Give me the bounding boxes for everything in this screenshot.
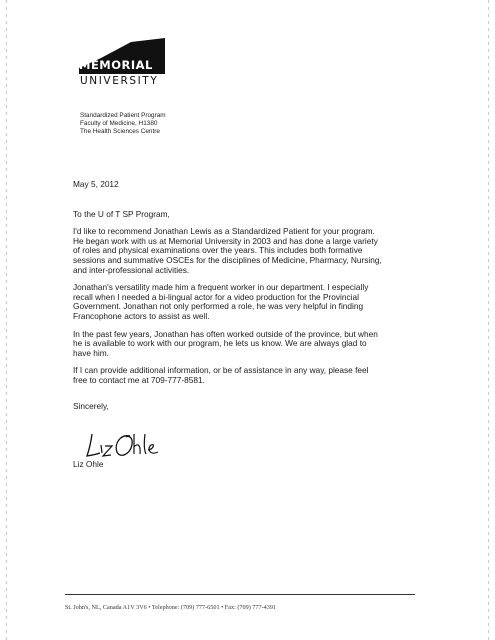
- footer-rule: [65, 594, 415, 595]
- body-line: In the past few years, Jonathan has often worked outside of the province, but when: [73, 328, 378, 339]
- body-line: have him.: [73, 347, 109, 358]
- body-line: If I can provide additional information, or be of assistance in any way, please feel: [73, 365, 369, 376]
- body-line: recall when I needed a bi-lingual actor for a video production for the Provincial: [73, 291, 359, 302]
- body-line: sessions and summative OSCEs for the disciplines of Medicine, Pharmacy, Nursing,: [73, 254, 382, 265]
- department-address: [80, 112, 166, 136]
- body-line: He began work with us at Memorial University in 2003 and has done a large variety: [73, 235, 378, 246]
- body-line: of roles and physical examinations over the years. This includes both formative: [73, 245, 363, 256]
- scan-edge-left: [6, 0, 7, 640]
- body-line: Francophone actors to assist as well.: [73, 310, 210, 321]
- paragraph-contact: [73, 366, 423, 385]
- body-line: Government. Jonathan not only performed a role, he was very helpful in finding: [73, 301, 364, 312]
- footer-address: St. John's, NL, Canada A1V 3V6 • Telephone: (709) 777-6501 • Fax: (709) 777-4391: [65, 604, 277, 611]
- dept-line: The Health Sciences Centre: [80, 128, 160, 135]
- salutation: To the U of T SP Program,: [73, 208, 170, 219]
- body-line: he is available to work with our program, he lets us know. We are always glad to: [73, 338, 367, 349]
- letter-body: [73, 180, 423, 411]
- letter-date: May 5, 2012: [73, 179, 119, 189]
- dept-line: Faculty of Medicine, H1380: [80, 120, 158, 127]
- body-line: Jonathan's versatility made him a frequent worker in our department. I especially: [73, 282, 369, 293]
- body-line: free to contact me at 709-777-8581.: [73, 374, 205, 385]
- signer-name: Liz Ohle: [73, 459, 104, 469]
- scan-edge-right: [488, 0, 489, 640]
- paragraph-versatility: [73, 283, 423, 321]
- body-line: I'd like to recommend Jonathan Lewis as a Standardized Patient for your program.: [73, 226, 375, 237]
- paragraph-recommendation: [73, 227, 423, 275]
- logo-word-university: UNIVERSITY: [80, 75, 159, 87]
- body-line: and inter-professional activities.: [73, 264, 190, 275]
- dept-line: Standardized Patient Program: [80, 112, 166, 119]
- closing: Sincerely,: [73, 400, 109, 411]
- paragraph-availability: [73, 330, 423, 359]
- handwritten-signature: [84, 430, 164, 462]
- logo-word-memorial: MEMORIAL: [79, 58, 153, 72]
- university-logo: [79, 38, 165, 87]
